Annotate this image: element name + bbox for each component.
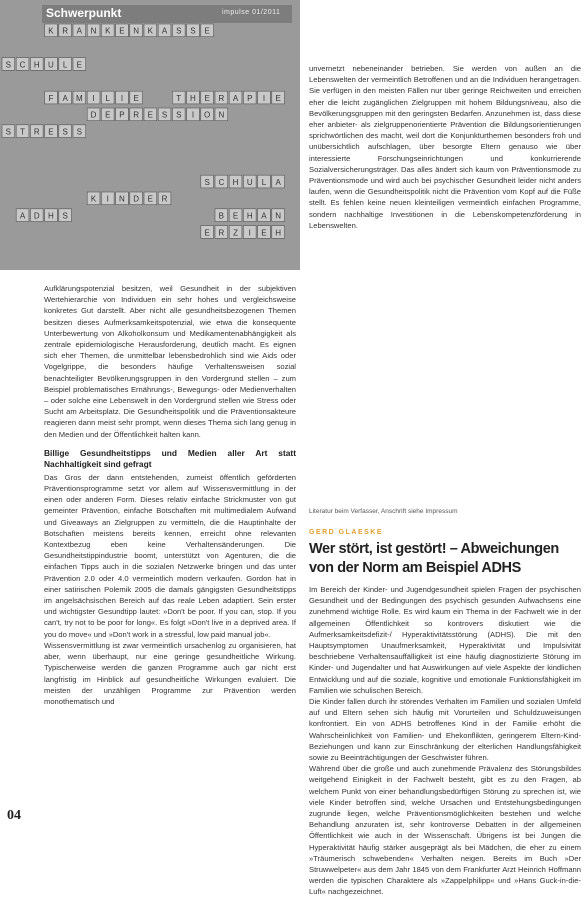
crossword-cell [229,91,242,104]
svg-text:I: I [191,110,195,120]
crossword-graphic [0,0,300,270]
crossword-cell [59,58,72,71]
crossword-cell [243,226,256,239]
svg-text:T: T [176,93,182,103]
crossword-cell [215,226,228,239]
crossword-cell [2,58,15,71]
crossword-cell [258,209,271,222]
crossword-cell [130,24,143,37]
crossword-cell [45,58,58,71]
crossword-cell [130,91,143,104]
svg-text:E: E [147,110,154,120]
crossword-cell [187,24,200,37]
crossword-cell [201,91,214,104]
left-subheading: Billige Gesundheitstipps und Medien aller Art statt Nachhaltigkeit sind gefragt [44,447,296,469]
svg-text:P: P [247,93,253,103]
crossword-cell [116,24,129,37]
crossword-cell [116,108,129,121]
svg-text:Z: Z [233,228,238,238]
svg-text:U: U [48,60,54,70]
svg-text:H: H [232,177,239,187]
crossword-cell [229,209,242,222]
crossword-cell [258,175,271,188]
issue-label: impulse 01/2011 [222,9,281,16]
svg-text:U: U [246,177,253,187]
svg-text:H: H [190,93,196,103]
svg-text:K: K [90,194,97,204]
crossword-cell [201,108,214,121]
svg-text:H: H [33,60,40,70]
left-column [44,283,296,707]
svg-text:E: E [204,228,210,238]
svg-text:S: S [190,26,196,36]
svg-text:F: F [48,93,54,103]
crossword-cell [45,24,58,37]
crossword-cell [144,24,157,37]
crossword-cell [101,108,114,121]
crossword-cell [158,108,171,121]
right-top-paragraph: unvernetzt nebeneinander betrieben. Sie werden von außen an die Lebenswelten der vermeintlich Betroffenen und an die Individuen herangetragen. Sie verfügen in den meisten Fällen nur über geringe Reichweiten und erreichen eher die leicht zugänglichen Zielgruppen mit hohem Bildungsniveau, also die Bevölkerungsgruppen mit den geringsten Bedarfen. Anzunehmen ist, dass diese eher anbieter- als zielgruppenorientierte Prävention die Bildungsorientierungen sprichwörtlichen des macht, weil dort die Konjunkturthemen besonders froh und unübersichtlich aufschlagen, über besorgte Eltern genauso wie über interessierte Forschungseinrichtungen und konkurrierende Sozialversicherungsträger. Das alles ändert sich kaum von Präventionsmode zu Präventionsmode und wird auch bei psychischer Gesundheit leider nicht anders laufen, wenn die Gesundheitspolitik nicht die Prävention vom Kopf auf die Füße stellt. Es fehlen keine neuen kleinteiligen vermeintlich einfachen Programme, sondern nachhaltige Investitionen in die Lebenskompetenzförderung in Lebenswelten. [309,64,581,230]
section-tag [42,5,292,23]
right-paragraph-3: Während über die große und auch zunehmende Prävalenz des Störungsbildes weitgehend Einigkeit in der Fachwelt besteht, gibt es zu den Fragen, ab welchem Punkt von einer behandlungsbedürftigen Störung zu sprechen ist, wie viele Kinder betroffen sind, welche Ursachen und Entstehungsbedingungen zugrunde liegen, welche Präventionsmöglichkeiten bestehen und welche Behandlung anzuraten ist, sehr kontroverse Debatten in der allgemeinen Öffentlichkeit wie auch in der Wissenschaft. Übrigens ist bei Jungen die Hyperaktivität häufig stärker ausgeprägt als bei Mädchen, die eher zu einem »Träumerisch schwebenden« Verhalten neigen. Bereits im Buch »Der Struwwelpeter« aus dem Jahr 1845 von dem Frankfurter Arzt Heinrich Hoffmann werden die typischen Charaktere als »Zappelphilipp« und »Hans Guck-in-die-Luft« nachgezeichnet. [309,764,581,897]
svg-text:C: C [218,177,225,187]
svg-text:E: E [119,26,125,36]
author-name: GERD GLAESKE [309,529,384,536]
svg-text:N: N [119,194,125,204]
left-paragraph-2: Das Gros der dann entstehenden, zumeist öffentlich geförderten Präventionsprogramme setzt vor allem auf Wissensvermittlung in der einen oder anderen Form. Dieses relativ einfache Strickmuster von gut gemeinter Prävention, einfache Botschaften mit multimedialem Aufwand und Giveaways an Zielgruppen zu vermitteln, die die Hauptinhalte der Botschaften meistens bereits kennen, erreicht ohne relevanten Kontextbezug eben keine Verhaltensänderungen. Die Gesundheitstippindustrie boomt, unterstützt von Agenturen, die die einfachen Tipps auch in die sozialen Netzwerke bringen und das unter Prävention 2.0 oder 4.0 vermeintlich modern verkaufen. Gordon hat in einer satirischen Polemik 2005 die damals gängigsten Gesundheitstipps im angelsächsischen Bereich auf das reale Leben adaptiert. Sein erster und wichtigster Gesundtipp lautet: »Don't be poor. If you can, stop. If you can't, try not to be poor for long«. Es folgt »Don't live in a deprived area. If you do move« und »Don't work in a stressful, low paid manual job«. [44,472,296,639]
crossword-cell [59,91,72,104]
crossword-cell [30,209,43,222]
crossword-cell [73,91,86,104]
svg-text:S: S [176,26,182,36]
crossword-cell [158,24,171,37]
svg-text:L: L [105,93,110,103]
svg-text:S: S [5,127,12,137]
svg-text:K: K [105,26,111,36]
crossword-cell [172,91,185,104]
crossword-grid [0,0,300,270]
crossword-cell [73,58,86,71]
crossword-cell [229,175,242,188]
right-paragraph-2: Die Kinder fallen durch ihr störendes Verhalten im Familien und sozialen Umfeld auf und Eltern sehen sich häufig mit Vorurteilen und Schuldzuweisungen konfrontiert. Ein von ADHS betroffenes Kind in der Familie erhöht die Wahrscheinlichkeit von Familien- und Ehekonflikten, geringerem Eltern-Kind-Beziehungen und kann zur Einschränkung der elterlichen Handlungsfähigkeit sowie zu Beeinträchtigungen der Geschwister führen. [309,697,581,763]
svg-text:A: A [275,177,281,187]
svg-text:L: L [261,177,267,187]
svg-text:H: H [275,228,282,238]
crossword-cell [73,24,86,37]
svg-text:E: E [105,110,111,120]
crossword-cell [101,91,114,104]
svg-text:S: S [62,127,68,137]
svg-text:E: E [204,93,210,103]
crossword-cell [243,209,256,222]
svg-text:S: S [76,127,83,137]
crossword-cell [16,209,29,222]
crossword-cell [16,58,29,71]
page-number: 04 [7,808,21,823]
svg-text:I: I [106,194,109,204]
crossword-cell [187,91,200,104]
crossword-cell [172,108,185,121]
crossword-cell [215,108,228,121]
right-top-column [309,63,581,231]
crossword-cell [272,209,285,222]
svg-text:E: E [261,228,267,238]
svg-text:N: N [133,26,140,36]
svg-text:D: D [33,211,40,221]
crossword-cell [201,175,214,188]
svg-text:S: S [5,60,12,70]
svg-text:I: I [262,93,266,103]
crossword-cell [215,175,228,188]
crossword-cell [87,24,100,37]
svg-text:P: P [119,110,125,120]
svg-text:A: A [19,211,26,221]
article-headline: Wer stört, ist gestört! – Abweichungen von der Norm am Beispiel ADHS [309,541,559,576]
literature-credit: Literatur beim Verfasser, Anschrift siehe Impressum [309,508,458,515]
svg-text:R: R [133,110,140,120]
crossword-cell [30,58,43,71]
crossword-cell [272,175,285,188]
svg-text:S: S [161,110,168,120]
svg-text:T: T [20,127,25,137]
svg-text:B: B [218,211,225,221]
svg-text:R: R [218,93,225,103]
crossword-cell [215,209,228,222]
svg-text:S: S [176,110,182,120]
svg-text:C: C [19,60,26,70]
crossword-cell [59,125,72,138]
svg-text:A: A [232,93,239,103]
svg-text:D: D [133,194,140,204]
svg-text:I: I [92,93,95,103]
crossword-cell [73,125,86,138]
svg-text:H: H [246,211,253,221]
crossword-cell [59,209,72,222]
svg-text:K: K [48,26,54,36]
svg-text:O: O [204,110,211,120]
svg-text:D: D [90,110,97,120]
svg-text:A: A [261,211,267,221]
svg-text:E: E [147,194,154,204]
left-paragraph-1: Aufklärungspotenzial besitzen, weil Gesundheit in der subjektiven Wertehierarchie von Individuen ein sehr hohes und vergleichsweise konkretes Gut darstellt. Aber nicht alle gesundheitsbezogenen Themen besitzen dieses Aufmerksamkeitspotenzial, wie etwa die konsequente Unterbewertung von Alkoholkonsum und Medikamentenabhängigkeit als zentrale epidemiologische Herausforderung, deutlich macht. Es eignen sich eher Themen, die unmittelbar lebensbedrohlich sind wie Aids oder Vogelgrippe, die besonders häufige Verhaltensweisen sozial benachteiligter Bevölkerungsgruppen in den Vordergrund stellen – zum Beispiel problematisches Ernährungs-, Bewegungs- oder Medienverhalten – oder solche eine Lebenswelt in den Vordergrund stellen wie Stress oder Sucht am Arbeitsplatz. Die Gesundheitspolitik und die Präventionsakteure reagieren dann meist sehr prompt, wenn dieses Thema sich lang genug in den Medien und der Öffentlichkeit halten kann. [44,284,296,439]
crossword-cell [87,192,100,205]
svg-text:M: M [76,93,83,103]
crossword-cell [45,209,58,222]
crossword-cell [116,192,129,205]
crossword-cell [144,192,157,205]
svg-text:A: A [62,93,68,103]
crossword-cell [101,24,114,37]
crossword-cell [2,125,15,138]
svg-text:I: I [248,228,251,238]
left-paragraph-3: Wissensvermittlung ist zwar vermeintlich ursachenlog zu organisieren, hat aber, wenn überhaupt, nur eine geringe gesundheitliche Wirkung. Typischerweise werden die ganzen Programme auch gar nicht erst langfristig im Hinblick auf gesundheitliche Wirkungen evaluiert. Die meisten der unzähligen Programme zur Prävention werden monothematisch und [44,640,296,706]
svg-text:E: E [232,211,239,221]
crossword-cell [144,108,157,121]
svg-text:I: I [120,93,124,103]
svg-text:E: E [275,93,281,103]
crossword-cell [258,226,271,239]
crossword-cell [87,91,100,104]
svg-text:K: K [147,26,154,36]
crossword-cell [243,91,256,104]
svg-text:S: S [204,177,210,187]
crossword-cell [229,226,242,239]
crossword-cell [215,91,228,104]
svg-text:R: R [161,194,168,204]
crossword-cell [201,24,214,37]
svg-text:E: E [133,93,139,103]
crossword-cell [16,125,29,138]
svg-text:N: N [275,211,282,221]
crossword-cell [59,24,72,37]
right-paragraph-1: Im Bereich der Kinder- und Jugendgesundheit spielen Fragen der psychischen Gesundheit und der Bedingungen des psychisch gesunden Aufwachsens eine zunehmend wichtige Rolle. Es wird kaum ein Thema in der Fachwelt wie in der allgemeinen Öffentlichkeit so kontrovers diskutiert wie die Aufmerksamkeitsdefizit-/ Hyperaktivitätsstörung (ADHS). Die mit den Hauptsymptomen Unaufmerksamkeit, Hyperaktivität und Impulsivität beschriebene Verhaltensauffälligkeit ist eine häufig diagnostizierte Störung im Kinder- und Jugendalter und hat Auswirkungen auf viele Aspekte der kindlichen Entwicklung und auf die soziale, kognitive und emotionale Funktionsfähigkeit im Familien wie schulischen Bereich. [309,585,581,695]
section-label: Schwerpunkt [46,6,122,20]
svg-text:E: E [76,60,83,70]
crossword-cell [272,91,285,104]
svg-text:N: N [218,110,225,120]
svg-text:L: L [62,60,68,70]
crossword-cell [158,192,171,205]
crossword-cell [187,108,200,121]
crossword-cell [172,24,185,37]
svg-text:S: S [62,211,68,221]
crossword-cell [45,125,58,138]
crossword-cell [45,91,58,104]
svg-text:E: E [204,26,210,36]
crossword-cell [30,125,43,138]
svg-text:N: N [90,26,97,36]
svg-text:H: H [48,211,54,221]
svg-text:R: R [62,26,69,36]
right-column [309,584,581,898]
svg-text:E: E [48,127,54,137]
crossword-cell [258,91,271,104]
crossword-cell [201,226,214,239]
svg-text:A: A [161,26,168,36]
svg-text:R: R [33,127,40,137]
svg-text:A: A [76,26,83,36]
crossword-cell [243,175,256,188]
svg-text:R: R [218,228,225,238]
crossword-cell [87,108,100,121]
crossword-cell [272,226,285,239]
crossword-cell [130,108,143,121]
crossword-cell [130,192,143,205]
crossword-cell [101,192,114,205]
crossword-cell [116,91,129,104]
